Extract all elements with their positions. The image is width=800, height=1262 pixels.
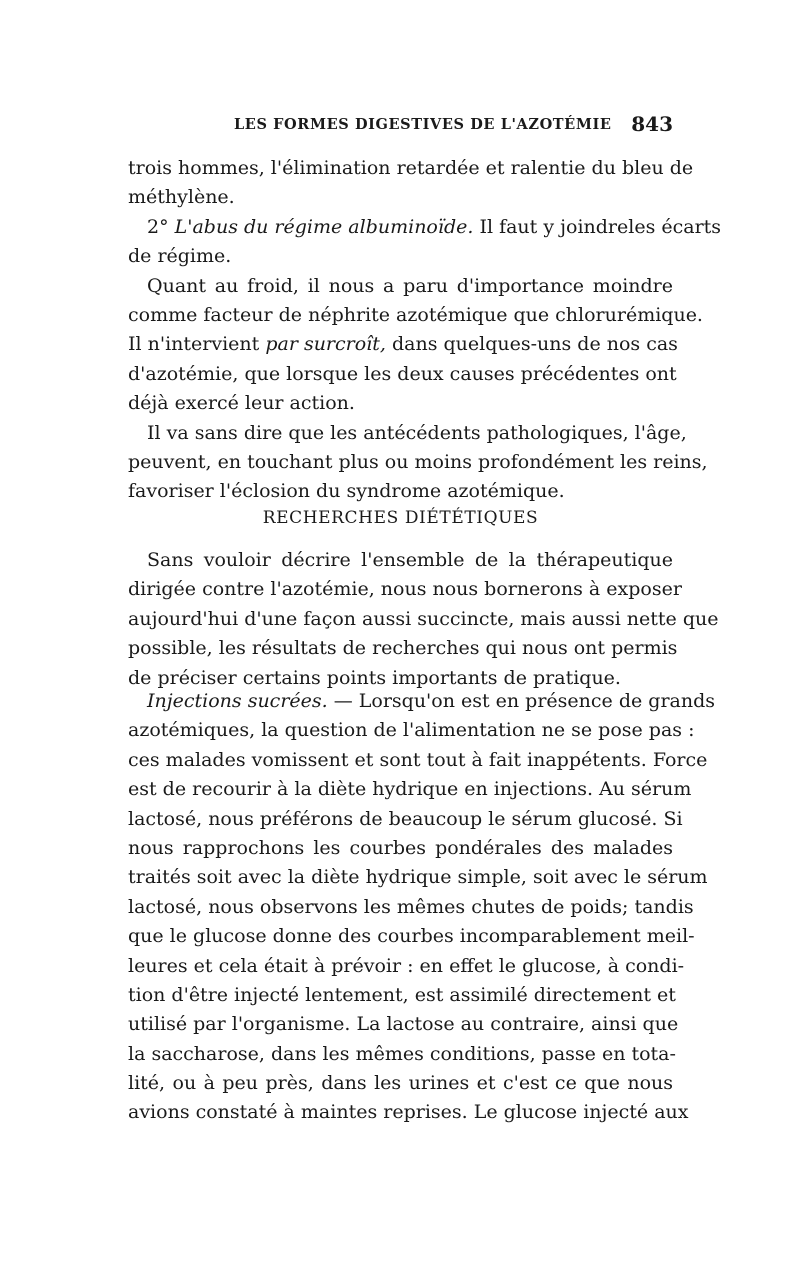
text-line: [128, 213, 722, 242]
emphasis-abus: L'abus du régime albuminoïde.: [174, 215, 474, 238]
section-heading: RECHERCHES DIÉTÉTIQUES: [262, 508, 539, 528]
paragraph-block-1: [128, 154, 722, 507]
text-line-part: Il n'intervient: [128, 333, 266, 356]
page-number: 843: [631, 112, 673, 136]
text-line: de préciser certains points importants de pratique.: [128, 666, 621, 689]
text-line: méthylène.: [128, 186, 235, 209]
text-line: favoriser l'éclosion du syndrome azotémique.: [128, 480, 565, 503]
text-line: leures et cela était à prévoir : en effet le glucose, à condi-: [128, 954, 685, 977]
text-line: Sans vouloir décrire l'ensemble de la thérapeutique: [147, 549, 673, 571]
paragraph-lead-italic: Injections sucrées.: [147, 690, 328, 712]
text-line: aujourd'hui d'une façon aussi succincte, mais aussi nette que: [128, 607, 719, 630]
text-line: [128, 330, 678, 359]
paragraph-block-3: [128, 687, 715, 1128]
text-line: Il va sans dire que les antécédents pathologiques, l'âge,: [147, 421, 687, 444]
emphasis-surcroit: par surcroît,: [265, 333, 386, 356]
text-line: [128, 687, 715, 716]
text-line: peuvent, en touchant plus ou moins profondément les reins,: [128, 450, 708, 473]
text-line: de régime.: [128, 245, 232, 268]
text-line: ces malades vomissent et sont tout à fait inappétents. Force: [128, 748, 708, 771]
text-line: d'azotémie, que lorsque les deux causes précédentes ont: [128, 362, 677, 385]
text-line: azotémiques, la question de l'alimentation ne se pose pas :: [128, 719, 695, 742]
text-line: tion d'être injecté lentement, est assimilé directement et: [128, 983, 676, 1006]
text-line-part: — Lorsqu'on est en présence de grands: [327, 690, 715, 712]
text-line: lactosé, nous observons les mêmes chutes de poids; tandis: [128, 895, 694, 918]
text-line: possible, les résultats de recherches qui nous ont permis: [128, 637, 678, 660]
text-line: trois hommes, l'élimination retardée et ralentie du bleu de: [128, 157, 694, 179]
text-line: que le glucose donne des courbes incomparablement meil-: [128, 925, 695, 948]
text-line: lité, ou à peu près, dans les urines et c'est ce que nous: [128, 1072, 673, 1095]
text-line-part: Il faut y joindreles écarts: [473, 215, 722, 238]
paragraph-block-2: [128, 546, 719, 693]
text-line: traités soit avec la diète hydrique simple, soit avec le sérum: [128, 866, 708, 889]
text-line: déjà exercé leur action.: [128, 392, 355, 415]
text-line: lactosé, nous préférons de beaucoup le sérum glucosé. Si: [128, 807, 683, 830]
running-title: LES FORMES DIGESTIVES DE L'AZOTÉMIE: [234, 116, 612, 133]
text-line: comme facteur de néphrite azotémique que chlorurémique.: [128, 303, 703, 326]
text-line: utilisé par l'organisme. La lactose au contraire, ainsi que: [128, 1013, 679, 1036]
text-line: dirigée contre l'azotémie, nous nous bornerons à exposer: [128, 578, 682, 601]
text-line-part: dans quelques-uns de nos cas: [385, 333, 678, 356]
text-line: Quant au froid, il nous a paru d'importance moindre: [147, 274, 673, 297]
text-line: est de recourir à la diète hydrique en injections. Au sérum: [128, 778, 692, 801]
text-line-part: 2°: [147, 215, 175, 238]
text-line: la saccharose, dans les mêmes conditions, passe en tota-: [128, 1042, 676, 1065]
text-line: nous rapprochons les courbes pondérales des malades: [128, 836, 673, 859]
text-line: avions constaté à maintes reprises. Le glucose injecté aux: [128, 1101, 689, 1124]
running-head: [128, 112, 673, 140]
